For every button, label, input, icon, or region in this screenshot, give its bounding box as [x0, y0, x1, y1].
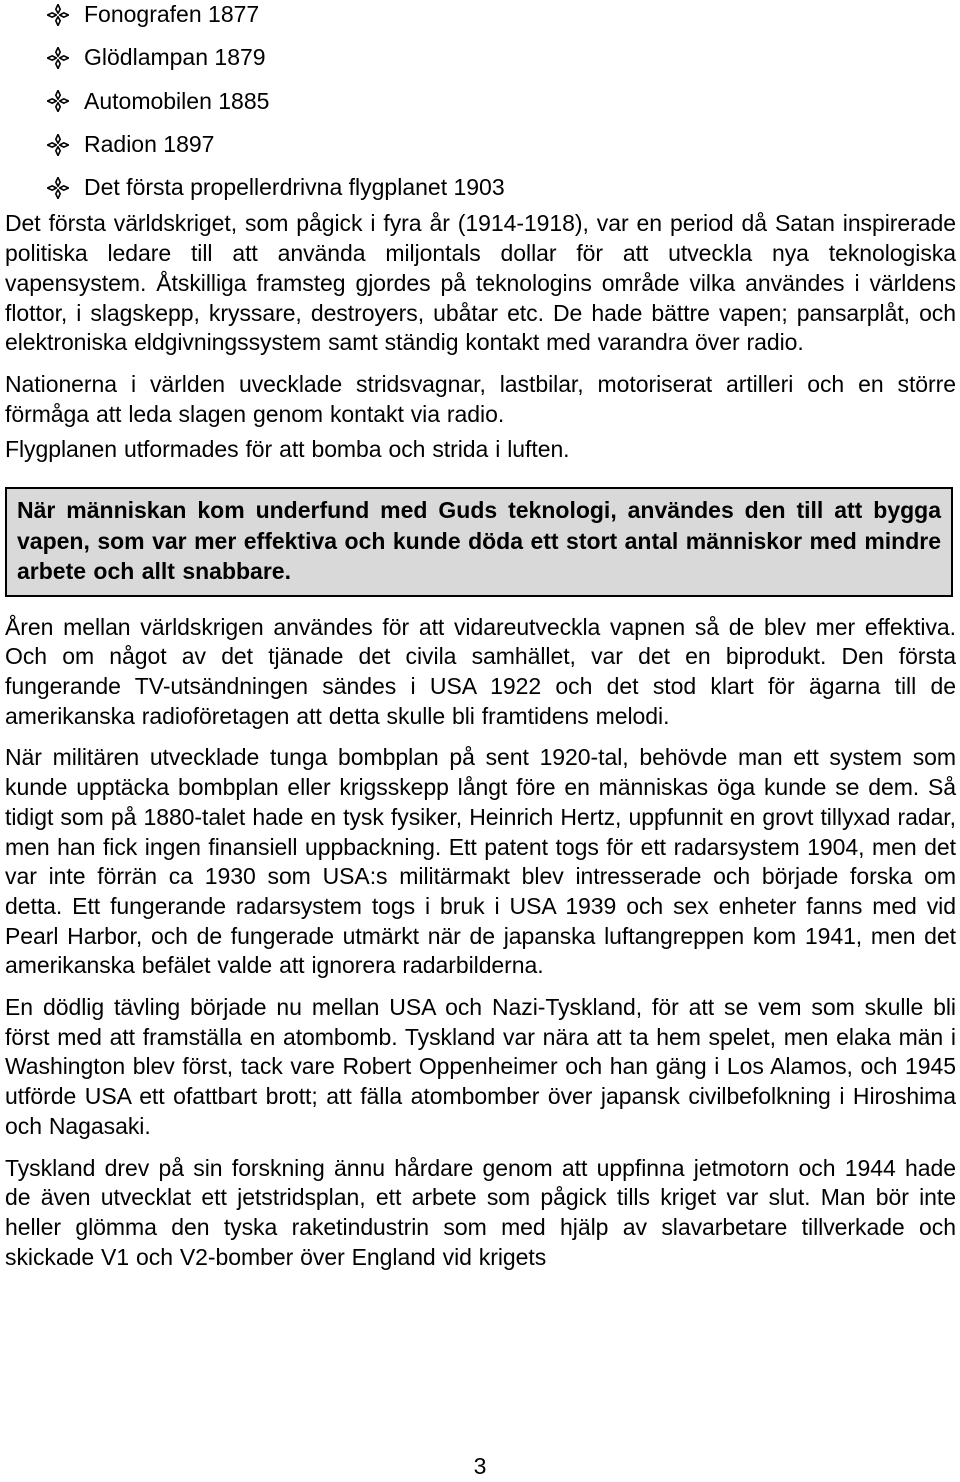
list-item [5, 36, 956, 79]
paragraph-nations: Nationerna i världen uvecklade stridsvagnar, lastbilar, motoriserat artilleri och en större förmåga att leda slagen genom kontakt via radio. [5, 371, 956, 427]
paragraph-airplanes: Flygplanen utformades för att bomba och strida i luften. [5, 436, 570, 463]
list-item-text: Det första propellerdrivna flygplanet 1903 [84, 174, 505, 201]
list-item-text: Fonografen 1877 [84, 1, 260, 28]
invention-list [5, 0, 956, 209]
highlight-text: När människan kom underfund med Guds teknologi, användes den till att bygga vapen, som var mer effektiva och kunde döda ett stort antal människor med mindre arbete och allt snabbare. [17, 497, 941, 585]
diamond-bullet-icon [47, 177, 69, 199]
list-item [5, 0, 956, 36]
list-item-text: Radion 1897 [84, 131, 215, 158]
list-item [5, 166, 956, 209]
page-number: 3 [473, 1453, 487, 1479]
diamond-bullet-icon [47, 4, 69, 26]
paragraph-interwar: Åren mellan världskrigen användes för att vidareutveckla vapnen så de blev mer effektiva. Och om något av det tjänade det civila samhället, var det en biprodukt. Den första fungerande TV-utsändningen sändes i USA 1922 och det stod klart för ägarna till de amerikanska radioföretagen att detta skulle bli framtidens melodi. [5, 613, 956, 729]
paragraph-radar: När militären utvecklade tunga bombplan på sent 1920-tal, behövde man ett system som kunde upptäcka bombplan eller krigsskepp långt före en människas öga kunde se dem. Så tidigt som på 1880-talet hade en tysk fysiker, Heinrich Hertz, uppfunnit en grovt tillyxad radar, men han fick ingen finansiell uppbackning. Ett patent togs för ett radarsystem 1904, men det var inte förrän ca 1930 som USA:s militärmakt blev intresserade och började forska om detta. Ett fungerande radarsystem togs i bruk i USA 1939 och sex enheter fanns med vid Pearl Harbor, och de fungerade utmärkt när de japanska luftangreppen kom 1941, men det amerikanska befälet valde att ignorera radarbilderna. [5, 744, 956, 979]
diamond-bullet-icon [47, 90, 69, 112]
document-page [5, 0, 956, 1272]
list-item [5, 123, 956, 166]
list-item [5, 80, 956, 123]
list-item-text: Glödlampan 1879 [84, 44, 266, 71]
highlight-box [5, 487, 953, 597]
paragraph-ww1: Det första världskriget, som pågick i fyra år (1914-1918), var en period då Satan inspirerade politiska ledare till att använda miljontals dollar för att utveckla nya teknologiska vapensystem. Åtskilliga framsteg gjordes på teknologins område vilka användes i världens flottor, i slagskepp, kryssare, destroyers, ubåtar etc. De hade bättre vapen; pansarplåt, och elektroniska eldgivningssystem samt ständig kontakt med varandra över radio. [5, 210, 956, 356]
diamond-bullet-icon [47, 47, 69, 69]
list-item-text: Automobilen 1885 [84, 87, 270, 114]
diamond-bullet-icon [47, 134, 69, 156]
paragraph-atombomb: En dödlig tävling började nu mellan USA och Nazi-Tyskland, för att se vem som skulle bli först med att framställa en atombomb. Tyskland var nära att ta hem spelet, men elaka män i Washington blev först, tack vare Robert Oppenheimer och han gäng i Los Alamos, och 1945 utförde USA ett ofattbart brott; att fälla atombomber över japansk civilbefolkning i Hiroshima och Nagasaki. [5, 994, 956, 1139]
paragraph-jet: Tyskland drev på sin forskning ännu hårdare genom att uppfinna jetmotorn och 1944 hade de även utvecklat ett jetstridsplan, ett arbete som pågick tills kriget var slut. Man bör inte heller glömma den tyska raketindustrin som med hjälp av slavarbetare tillverkade och skickade V1 och V2-bomber över England vid krigets [5, 1154, 956, 1270]
